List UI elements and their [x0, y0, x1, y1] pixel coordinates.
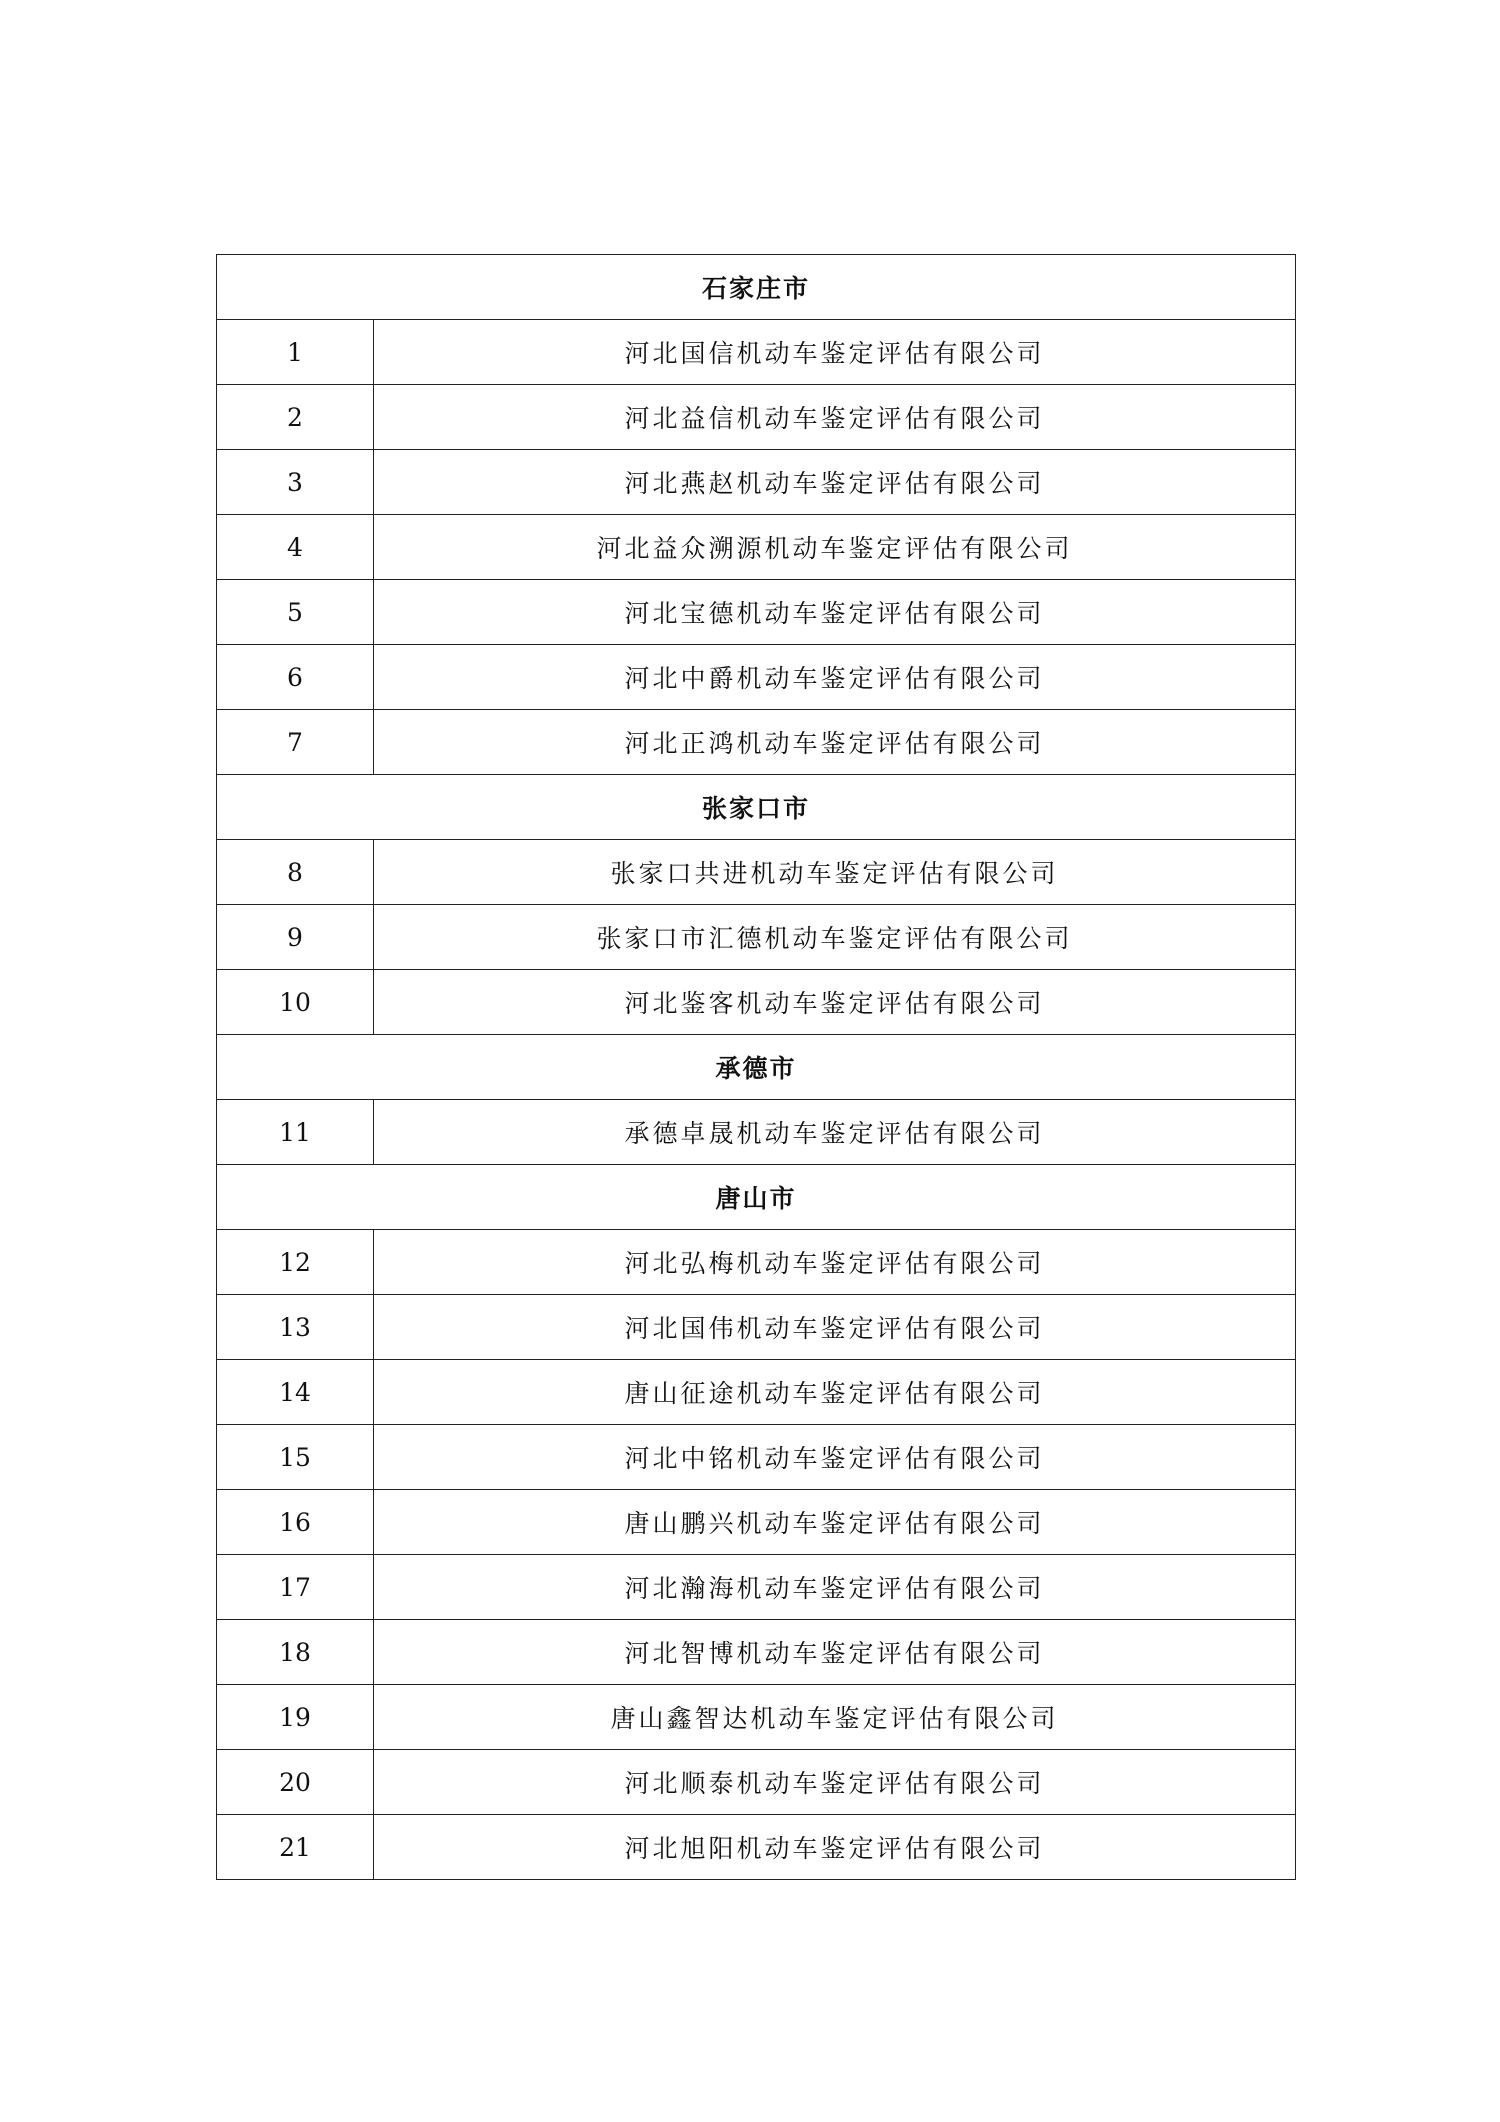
company-name: 河北益信机动车鉴定评估有限公司	[374, 385, 1296, 450]
table-row	[217, 1620, 1296, 1685]
table-row	[217, 645, 1296, 710]
city-header-row	[217, 255, 1296, 320]
table-row	[217, 1295, 1296, 1360]
row-number: 6	[217, 645, 374, 710]
company-name: 河北正鸿机动车鉴定评估有限公司	[374, 710, 1296, 775]
company-list-table	[216, 254, 1296, 1880]
table-row	[217, 450, 1296, 515]
table-row	[217, 1360, 1296, 1425]
row-number: 9	[217, 905, 374, 970]
row-number: 8	[217, 840, 374, 905]
table-row	[217, 1750, 1296, 1815]
row-number: 19	[217, 1685, 374, 1750]
company-name: 河北国信机动车鉴定评估有限公司	[374, 320, 1296, 385]
row-number: 7	[217, 710, 374, 775]
table-row	[217, 580, 1296, 645]
row-number: 5	[217, 580, 374, 645]
row-number: 3	[217, 450, 374, 515]
row-number: 16	[217, 1490, 374, 1555]
company-name: 承德卓晟机动车鉴定评估有限公司	[374, 1100, 1296, 1165]
company-name: 河北顺泰机动车鉴定评估有限公司	[374, 1750, 1296, 1815]
row-number: 15	[217, 1425, 374, 1490]
table-row	[217, 515, 1296, 580]
row-number: 17	[217, 1555, 374, 1620]
company-name: 河北瀚海机动车鉴定评估有限公司	[374, 1555, 1296, 1620]
row-number: 14	[217, 1360, 374, 1425]
table-row	[217, 385, 1296, 450]
company-name: 河北国伟机动车鉴定评估有限公司	[374, 1295, 1296, 1360]
city-name: 张家口市	[217, 775, 1296, 840]
row-number: 2	[217, 385, 374, 450]
city-name: 唐山市	[217, 1165, 1296, 1230]
company-name: 张家口市汇德机动车鉴定评估有限公司	[374, 905, 1296, 970]
row-number: 1	[217, 320, 374, 385]
table-row	[217, 905, 1296, 970]
company-name: 河北中铭机动车鉴定评估有限公司	[374, 1425, 1296, 1490]
company-name: 唐山鑫智达机动车鉴定评估有限公司	[374, 1685, 1296, 1750]
row-number: 10	[217, 970, 374, 1035]
row-number: 21	[217, 1815, 374, 1880]
table-row	[217, 840, 1296, 905]
city-header-row	[217, 1035, 1296, 1100]
company-name: 河北燕赵机动车鉴定评估有限公司	[374, 450, 1296, 515]
company-name: 唐山鹏兴机动车鉴定评估有限公司	[374, 1490, 1296, 1555]
company-name: 河北旭阳机动车鉴定评估有限公司	[374, 1815, 1296, 1880]
table-row	[217, 1100, 1296, 1165]
table-row	[217, 1815, 1296, 1880]
company-name: 河北益众溯源机动车鉴定评估有限公司	[374, 515, 1296, 580]
row-number: 12	[217, 1230, 374, 1295]
company-name: 河北宝德机动车鉴定评估有限公司	[374, 580, 1296, 645]
city-header-row	[217, 775, 1296, 840]
table-row	[217, 1230, 1296, 1295]
company-name: 河北鉴客机动车鉴定评估有限公司	[374, 970, 1296, 1035]
company-name: 河北弘梅机动车鉴定评估有限公司	[374, 1230, 1296, 1295]
row-number: 20	[217, 1750, 374, 1815]
table-row	[217, 1685, 1296, 1750]
row-number: 18	[217, 1620, 374, 1685]
table-row	[217, 1490, 1296, 1555]
row-number: 13	[217, 1295, 374, 1360]
company-name: 唐山征途机动车鉴定评估有限公司	[374, 1360, 1296, 1425]
table-body	[217, 255, 1296, 1880]
company-name: 张家口共进机动车鉴定评估有限公司	[374, 840, 1296, 905]
city-name: 承德市	[217, 1035, 1296, 1100]
table-row	[217, 1425, 1296, 1490]
row-number: 4	[217, 515, 374, 580]
company-name: 河北智博机动车鉴定评估有限公司	[374, 1620, 1296, 1685]
table-row	[217, 970, 1296, 1035]
city-name: 石家庄市	[217, 255, 1296, 320]
company-name: 河北中爵机动车鉴定评估有限公司	[374, 645, 1296, 710]
row-number: 11	[217, 1100, 374, 1165]
table-row	[217, 1555, 1296, 1620]
city-header-row	[217, 1165, 1296, 1230]
table-row	[217, 710, 1296, 775]
table-row	[217, 320, 1296, 385]
